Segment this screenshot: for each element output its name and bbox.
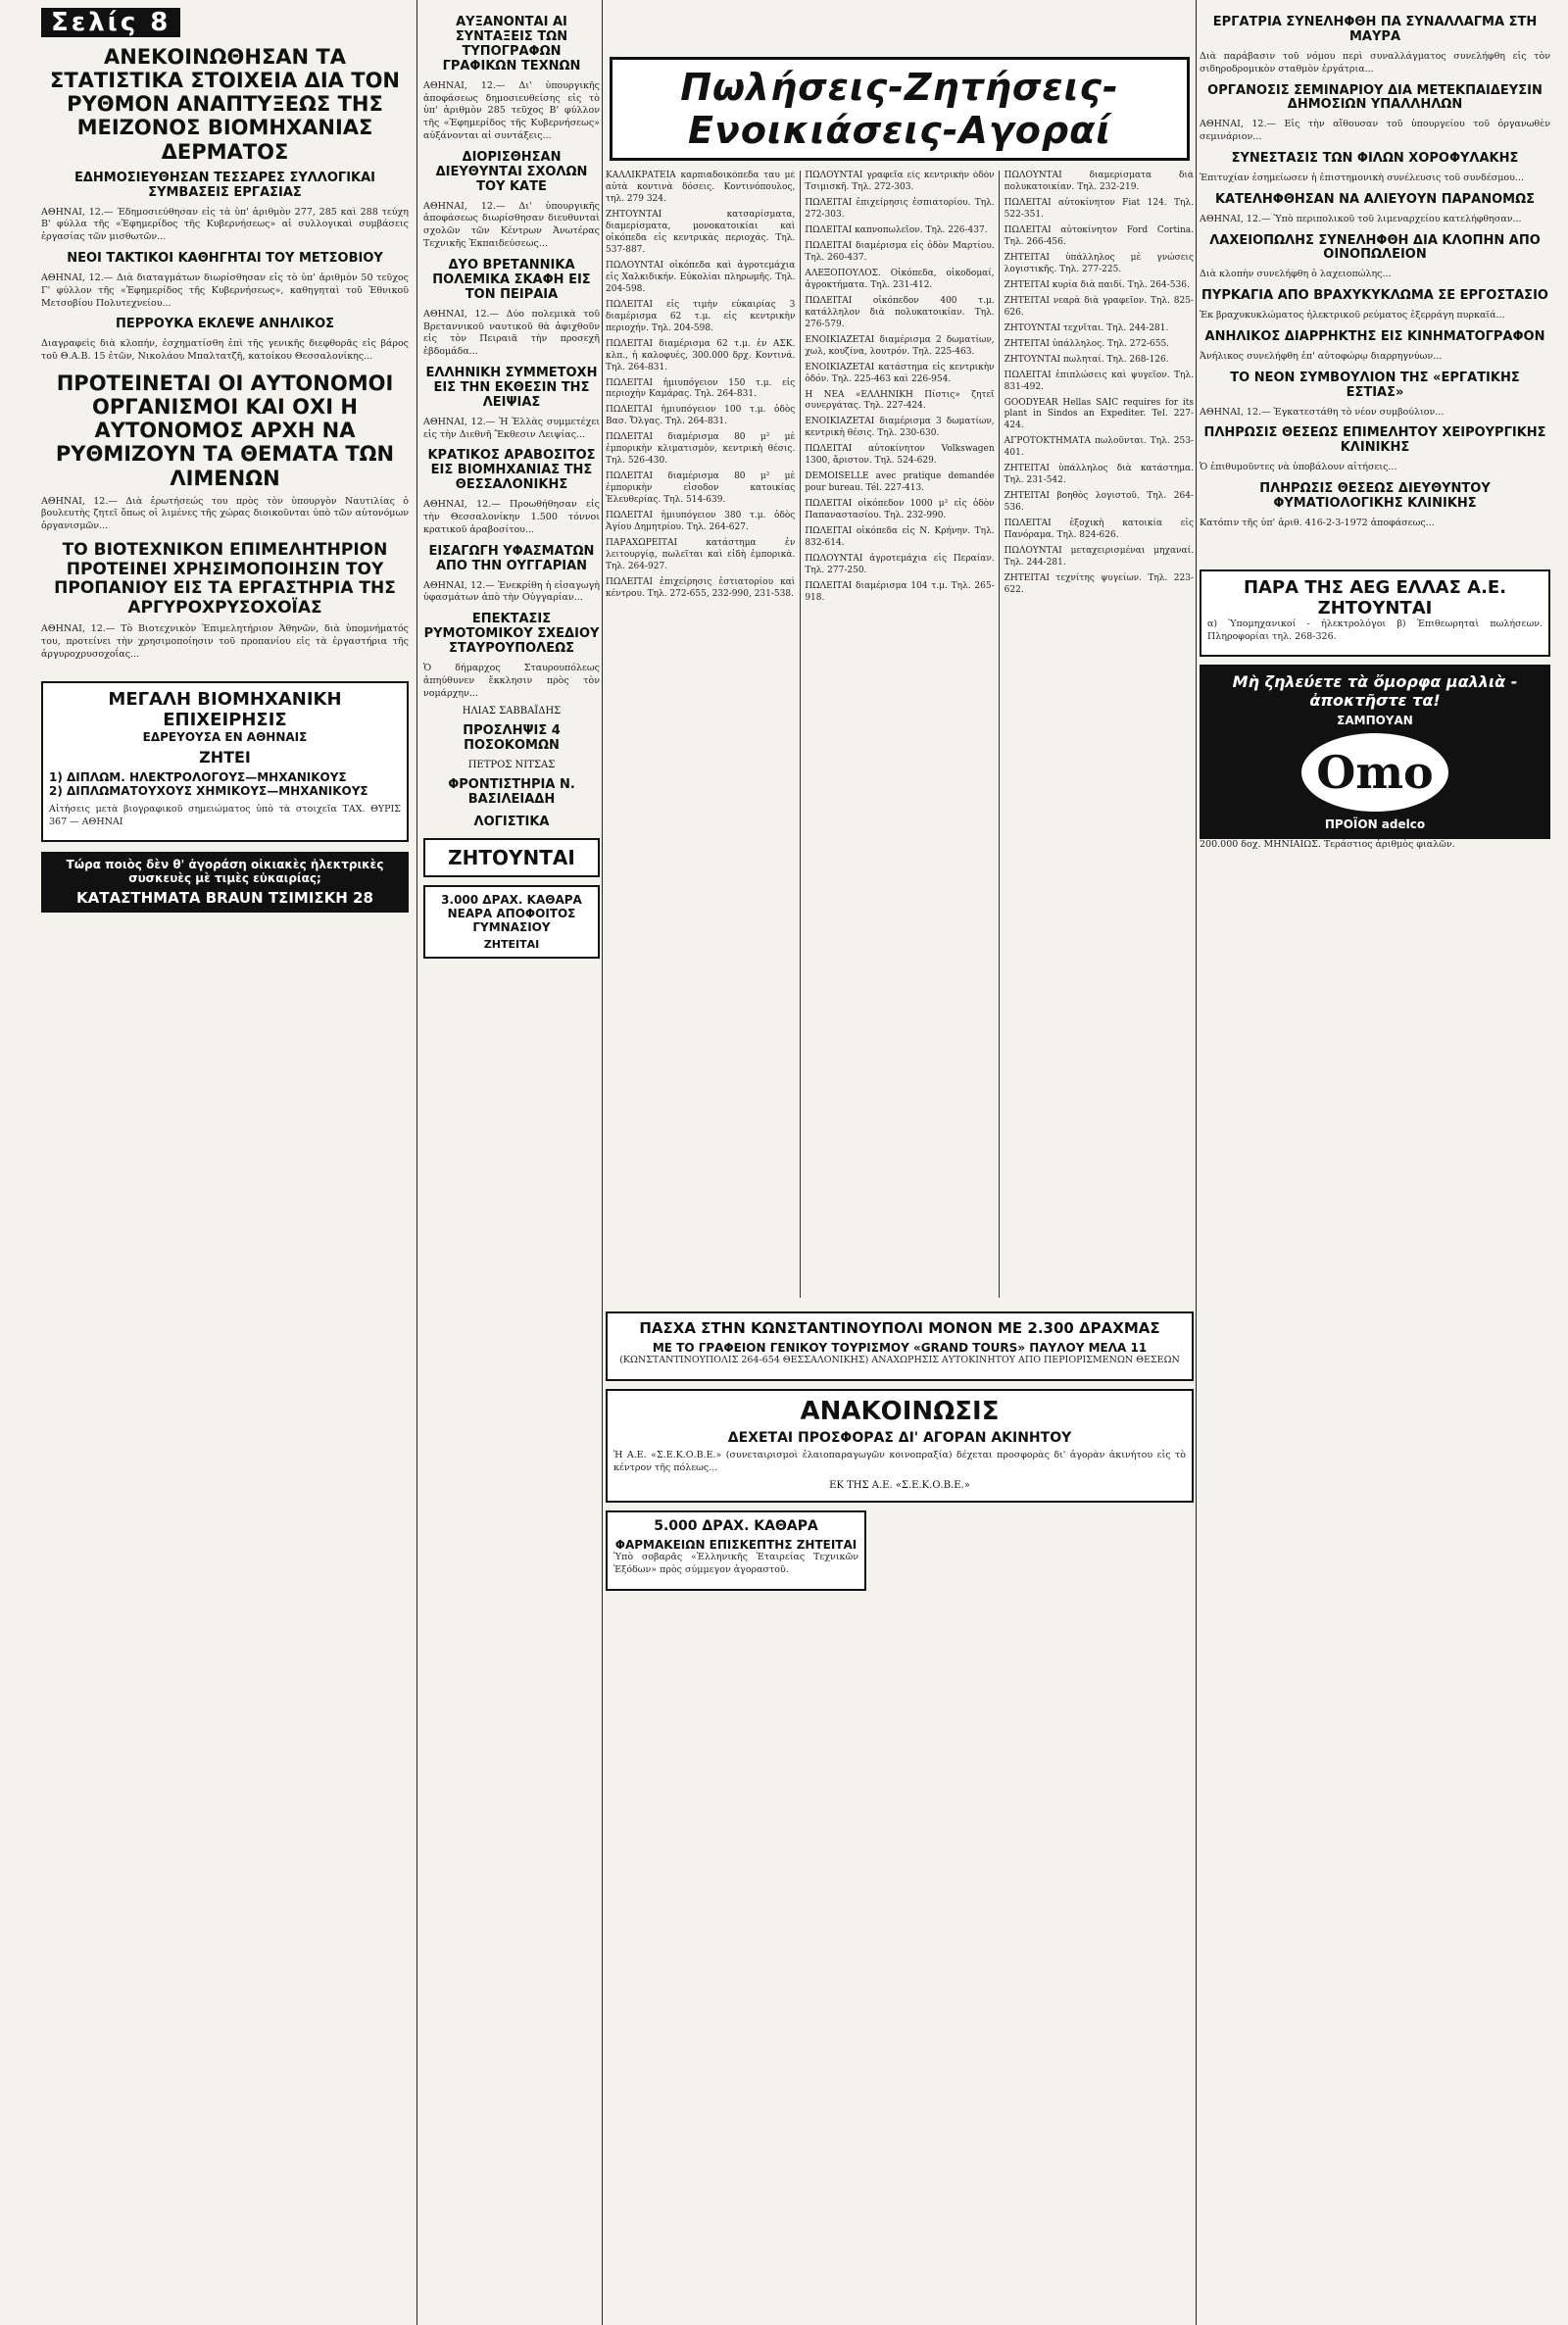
classified-item: ΠΩΛΕΙΤΑΙ ἐπιπλώσεις καὶ ψυγεῖον. Τηλ. 831-492. <box>1004 370 1194 392</box>
classified-item: ΠΩΛΕΙΤΑΙ διαμέρισμα 80 μ² μὲ ἐμπορικὴν κλιματισμὸν, κεντρικὴ θέσις. Τηλ. 526-430. <box>606 432 796 467</box>
article-body: ΑΘΗΝΑΙ, 12.— Τὸ Βιοτεχνικὸν Ἐπιμελητήριον Ἀθηνῶν, διὰ ὑπομνήματός του, προτείνει τὴν χρησιμοποίησιν τοῦ προπανίου εἰς τὰ ἐργαστήρια τῆς ἀργυροχρυσοχοΐας... <box>41 623 409 660</box>
omo-logo: Omo <box>1301 733 1448 812</box>
article-body: ΑΘΗΝΑΙ, 12.— Εἰς τὴν αἴθουσαν τοῦ ὑπουργείου τοῦ ὀργανωθὲν σεμινάριον... <box>1200 119 1550 143</box>
article-body: Κατόπιν τῆς ὑπ' ἀριθ. 416-2-3-1972 ἀποφάσεως... <box>1200 517 1435 528</box>
headline: ΕΛΛΗΝΙΚΗ ΣΥΜΜΕΤΟΧΗ ΕΙΣ ΤΗΝ ΕΚΘΕΣΙΝ ΤΗΣ ΛΕΙΨΙΑΣ <box>425 365 598 410</box>
classified-item: ΖΗΤΕΙΤΑΙ βοηθὸς λογιστοῦ. Τηλ. 264-536. <box>1004 491 1194 514</box>
headline: ΠΡΟΤΕΙΝΕΤΑΙ ΟΙ ΑΥΤΟΝΟΜΟΙ ΟΡΓΑΝΙΣΜΟΙ ΚΑΙ ΟΧΙ Η ΑΥΤΟΝΟΜΟΣ ΑΡΧΗ ΝΑ ΡΥΘΜΙΖΟΥΝ ΤΑ ΘΕΜΑΤΑ ΤΩΝ ΛΙΜΕΝΩΝ <box>55 371 395 490</box>
byline: ΠΕΤΡΟΣ ΝΙΤΣΑΣ <box>467 760 556 771</box>
column-2 <box>423 8 600 966</box>
ad-title: ΜΕΓΑΛΗ ΒΙΟΜΗΧΑΝΙΚΗ ΕΠΙΧΕΙΡΗΣΙΣ <box>108 688 342 730</box>
classified-item: ΖΗΤΕΙΤΑΙ ὑπάλληλος. Τηλ. 272-655. <box>1004 338 1170 349</box>
article-body: Διαγραφεὶς διὰ κλοπήν, ἐσχηματίσθη ἐπὶ τῆς γενικῆς διεφθορᾶς εἰς βάρος τοῦ Θ.Α.Β. 15 ἐτῶν, Νικολάου Μπαλτατζῆ, κατοίκου Θεσσαλονίκης... <box>41 338 409 363</box>
classified-item: ΠΩΛΕΙΤΑΙ διαμέρισμα 80 μ² μὲ ἐμπορικὴν εἰσοδον κατοικίας Ἐλευθερίας. Τηλ. 514-639. <box>606 471 796 506</box>
headline: ΑΥΞΑΝΟΝΤΑΙ ΑΙ ΣΥΝΤΑΞΕΙΣ ΤΩΝ ΤΥΠΟΓΡΑΦΩΝ ΓΡΑΦΙΚΩΝ ΤΕΧΝΩΝ <box>442 15 581 74</box>
classified-item: ΠΑΡΑΧΩΡΕΙΤΑΙ κατάστημα ἐν λειτουργίᾳ, πωλεῖται καὶ εἰδὴ ἐμπορικὰ. Τηλ. 264-927. <box>606 538 796 572</box>
subhead: ΝΕΟΙ ΤΑΚΤΙΚΟΙ ΚΑΘΗΓΗΤΑΙ ΤΟΥ ΜΕΤΣΟΒΙΟΥ <box>67 251 383 267</box>
headline: ΣΥΝΕΣΤΑΣΙΣ ΤΩΝ ΦΙΛΩΝ ΧΟΡΟΦΥΛΑΚΗΣ <box>1231 151 1519 166</box>
classifieds-list <box>606 171 1194 1298</box>
omo-maker: ΠΡΟΪΟΝ adelco <box>1324 817 1426 832</box>
classified-item: DEMOISELLE avec pratique demandée pour bureau. Tél. 227-413. <box>805 471 995 494</box>
classified-item: ΠΩΛΟΥΝΤΑΙ ἀγροτεμάχια εἰς Περαίαν. Τηλ. 277-250. <box>805 554 995 576</box>
pharmacy-ad <box>606 1510 866 1591</box>
classified-item: ΖΗΤΟΥΝΤΑΙ τεχνῖται. Τηλ. 244-281. <box>1004 322 1169 333</box>
byline: ΗΛΙΑΣ ΣΑΒΒΑΪΔΗΣ <box>462 706 562 717</box>
ad-body: Ὑπὸ σοβαρᾶς «Ἑλληνικῆς Ἐταιρείας Τεχνικῶν Ἐξόδων» πρὸς σύμμεγον ἀγοραστοῦ. <box>613 1552 858 1576</box>
ad-title: ΑΝΑΚΟΙΝΩΣΙΣ <box>800 1396 1000 1426</box>
headline: ΠΛΗΡΩΣΙΣ ΘΕΣΕΩΣ ΔΙΕΥΘΥΝΤΟΥ ΦΥΜΑΤΙΟΛΟΓΙΚΗΣ ΚΛΙΝΙΚΗΣ <box>1259 481 1491 511</box>
ad-body: Ἡ Α.Ε. «Σ.Ε.Κ.Ο.Β.Ε.» (συνεταιρισμοὶ ἐλαιοπαραγωγῶν κοινοπραξία) δέχεται προσφορὰς δι' ἀγορὰν ἀκινήτου εἰς τὸ κέντρον τῆς πόλεως... <box>613 1449 1186 1473</box>
article-body: ΑΘΗΝΑΙ, 12.— Ὑπὸ περιπολικοῦ τοῦ λιμεναρχείου κατελήφθησαν... <box>1200 213 1522 224</box>
graduate-ad <box>423 885 600 959</box>
ad-subtitle: ΜΕ ΤΟ ΓΡΑΦΕΙΟΝ ΓΕΝΙΚΟΥ ΤΟΥΡΙΣΜΟΥ «GRAND TOURS» ΠΑΥΛΟΥ ΜΕΛΑ 11 <box>652 1341 1148 1355</box>
headline: ΤΟ ΝΕΟΝ ΣΥΜΒΟΥΛΙΟΝ ΤΗΣ «ΕΡΓΑΤΙΚΗΣ ΕΣΤΙΑΣ» <box>1230 370 1520 400</box>
grand-tours-ad <box>606 1311 1194 1381</box>
ad-note: Αἰτήσεις μετὰ βιογραφικοῦ σημειώματος ὑπὸ τὰ στοιχεῖα ΤΑΧ. ΘΥΡΙΣ 367 — ΑΘΗΝΑΙ <box>49 803 401 827</box>
headline: ΛΟΓΙΣΤΙΚΑ <box>473 815 550 830</box>
ad-item: 1) ΔΙΠΛΩΜ. ΗΛΕΚΤΡΟΛΟΓΟΥΣ—ΜΗΧΑΝΙΚΟΥΣ <box>49 769 347 784</box>
ad-footer: 200.000 δοχ. ΜΗΝΙΑΙΩΣ. Τεράστιος ἀριθμὸς φιαλῶν. <box>1200 839 1455 851</box>
classified-item: ΕΝΟΙΚΙΑΖΕΤΑΙ κατάστημα εἰς κεντρικὴν ὁδόν. Τηλ. 225-463 καὶ 226-954. <box>805 362 995 384</box>
aeg-ad <box>1200 569 1550 658</box>
ad-note: (ΚΩΝΣΤΑΝΤΙΝΟΥΠΟΛΙΣ 264-654 ΘΕΣΣΑΛΟΝΙΚΗΣ) ΑΝΑΧΩΡΗΣΙΣ ΑΥΤΟΚΙΝΗΤΟΥ ΑΠΟ ΠΕΡΙΟΡΙΣΜΕΝΩΝ ΘΕΣΕΩΝ <box>619 1355 1180 1365</box>
classified-item: ΕΝΟΙΚΙΑΖΕΤΑΙ διαμέρισμα 3 δωματίων, κεντρικὴ θέσις. Τηλ. 230-630. <box>805 417 995 439</box>
article-body: ΑΘΗΝΑΙ, 12.— Ἡ Ἑλλὰς συμμετέχει εἰς τὴν Διεθνῆ Ἔκθεσιν Λειψίας... <box>423 416 600 440</box>
classified-item: ΠΩΛΕΙΤΑΙ ἐπιχείρησις ἐστιατορίου καὶ κέντρου. Τηλ. 272-655, 232-990, 231-538. <box>606 577 796 599</box>
ad-subtitle: ΦΑΡΜΑΚΕΙΩΝ ΕΠΙΣΚΕΠΤΗΣ ΖΗΤΕΙΤΑΙ <box>614 1538 858 1553</box>
article-body: ΑΘΗΝΑΙ, 12.— Δύο πολεμικὰ τοῦ Βρεταννικοῦ ναυτικοῦ θὰ ἀφιχθοῦν εἰς τὸν Πειραιᾶ τὴν προσεχῆ ἑβδομάδα... <box>423 308 600 358</box>
announcement-ad <box>606 1389 1194 1504</box>
article-body: Διὰ παράβασιν τοῦ νόμου περὶ συναλλάγματος συνελήφθη εἰς τὸν σιδηροδρομικὸν σταθμὸν ἐργάτρια... <box>1200 50 1550 74</box>
headline: ΔΥΟ ΒΡΕΤΑΝΝΙΚΑ ΠΟΛΕΜΙΚΑ ΣΚΑΦΗ ΕΙΣ ΤΟΝ ΠΕΙΡΑΙΑ <box>432 257 591 302</box>
article-body: ΑΘΗΝΑΙ, 12.— Διὰ ἐρωτήσεώς του πρὸς τὸν ὑπουργὸν Ναυτιλίας ὁ βουλευτὴς ζητεῖ ὅπως οἱ λιμένες τῆς χώρας διοικοῦνται ὑπὸ τῶν αὐτονόμων ὀργανισμῶν... <box>41 495 409 532</box>
subhead: ΕΔΗΜΟΣΙΕΥΘΗΣΑΝ ΤΕΣΣΑΡΕΣ ΣΥΛΛΟΓΙΚΑΙ ΣΥΜΒΑΣΕΙΣ ΕΡΓΑΣΙΑΣ <box>74 170 376 200</box>
article-body: Ὁ δήμαρχος Σταυρουπόλεως ἀπηύθυνεν ἔκκλησιν πρὸς τὸν νομάρχην... <box>423 662 600 699</box>
classified-item: GOODYEAR Hellas SAIC requires for its plant in Sindos an Expediter. Tel. 227-424. <box>1004 397 1194 431</box>
headline: ΛΑΧΕΙΟΠΩΛΗΣ ΣΥΝΕΛΗΦΘΗ ΔΙΑ ΚΛΟΠΗΝ ΑΠΟ ΟΙΝΟΠΩΛΕΙΟΝ <box>1209 232 1541 263</box>
classified-item: ΠΩΛΕΙΤΑΙ ἡμιυπόγειον 100 τ.μ. ὁδὸς Βασ. Ὄλγας. Τηλ. 264-831. <box>606 405 796 427</box>
article-body: ΑΘΗΝΑΙ, 12.— Έδημοσιεύθησαν εἰς τὰ ὑπ' ἀριθμὸν 277, 285 καὶ 288 τεύχη Β' φύλλα τῆς «Ἐφημερίδος τῆς Κυβερνήσεως» αἱ συλλογικαὶ συμβάσεις ἐργασίας τῶν μισθωτῶν... <box>41 206 409 243</box>
classified-item: ΠΩΛΕΙΤΑΙ ἡμιυπόγειον 380 τ.μ. ὁδὸς Ἁγίου Δημητρίου. Τηλ. 264-627. <box>606 511 796 533</box>
classified-item: ΠΩΛΟΥΝΤΑΙ διαμερίσματα διὰ πολυκατοικίαν. Τηλ. 232-219. <box>1004 171 1194 192</box>
article-body: Ἐκ βραχυκυκλώματος ἠλεκτρικοῦ ρεύματος ἐξερράγη πυρκαϊά... <box>1200 310 1505 322</box>
headline: ΕΙΣΑΓΩΓΗ ΥΦΑΣΜΑΤΩΝ ΑΠΟ ΤΗΝ ΟΥΓΓΑΡΙΑΝ <box>428 543 595 573</box>
article-body: ΑΘΗΝΑΙ, 12.— Ἐνεκρίθη ἡ εἰσαγωγὴ ὑφασμάτων ἀπὸ τὴν Οὐγγαρίαν... <box>423 579 600 604</box>
headline: ΟΡΓΑΝΟΣΙΣ ΣΕΜΙΝΑΡΙΟΥ ΔΙΑ ΜΕΤΕΚΠΑΙΔΕΥΣΙΝ ΔΗΜΟΣΙΩΝ ΥΠΑΛΛΗΛΩΝ <box>1207 82 1543 113</box>
lead-headline: ΑΝΕΚΟΙΝΩΘΗΣΑΝ ΤΑ ΣΤΑΤΙΣΤΙΚΑ ΣΤΟΙΧΕΙΑ ΔΙΑ ΤΟΝ ΡΥΘΜΟΝ ΑΝΑΠΤΥΞΕΩΣ ΤΗΣ ΜΕΙΖΟΝΟΣ ΒΙΟΜΗΧΑΝΙΑΣ ΔΕΡΜΑΤΟΣ <box>49 45 400 164</box>
headline: ΑΝΗΛΙΚΟΣ ΔΙΑΡΡΗΚΤΗΣ ΕΙΣ ΚΙΝΗΜΑΤΟΓΡΑΦΟΝ <box>1204 328 1545 344</box>
classified-item: ΠΩΛΟΥΝΤΑΙ γραφεῖα εἰς κεντρικὴν ὁδὸν Τσιμισκῆ. Τηλ. 272-303. <box>805 171 995 192</box>
ad-title: 3.000 ΔΡΑΧ. ΚΑΘΑΡΑ ΝΕΑΡΑ ΑΠΟΦΟΙΤΟΣ ΓΥΜΝΑΣΙΟΥ <box>441 893 582 935</box>
article-body: Ὁ ἐπιθυμοῦντες νὰ ὑποβάλουν αἰτήσεις... <box>1200 462 1397 473</box>
ad-title: ΠΑΡΑ ΤΗΣ AEG ΕΛΛΑΣ Α.Ε. ΖΗΤΟΥΝΤΑΙ <box>1243 576 1507 618</box>
ad-subtitle: ΔΕΧΕΤΑΙ ΠΡΟΣΦΟΡΑΣ ΔΙ' ΑΓΟΡΑΝ ΑΚΙΝΗΤΟΥ <box>727 1429 1072 1446</box>
page-masthead: Σελίς 8 <box>41 8 180 37</box>
classified-item: ΠΩΛΕΙΤΑΙ αὐτοκίνητον Ford Cortina. Τηλ. 266-456. <box>1004 224 1194 247</box>
classified-item: ΑΓΡΟΤΟΚΤΗΜΑΤΑ πωλοῦνται. Τηλ. 253-401. <box>1004 436 1194 459</box>
classified-item: ΖΗΤΟΥΝΤΑΙ πωληταί. Τηλ. 268-126. <box>1004 354 1169 365</box>
headline: ΠΥΡΚΑΓΙΑ ΑΠΟ ΒΡΑΧΥΚΥΚΛΩΜΑ ΣΕ ΕΡΓΟΣΤΑΣΙΟ <box>1201 288 1548 304</box>
headline: ΚΑΤΕΛΗΦΘΗΣΑΝ ΝΑ ΑΛΙΕΥΟΥΝ ΠΑΡΑΝΟΜΩΣ <box>1214 191 1536 207</box>
ad-subtitle: ΖΗΤΕΙΤΑΙ <box>483 938 540 952</box>
article-body: ΑΘΗΝΑΙ, 12.— Δι' ὑπουργικῆς ἀποφάσεως διωρίσθησαν διευθυνταὶ σχολῶν τῶν Κέντρων Ἀνωτέρας Τεχνικῆς Ἐκπαιδεύσεως... <box>423 200 600 250</box>
column-3 <box>606 8 1194 1599</box>
classified-item: ΠΩΛΕΙΤΑΙ αὐτοκίνητον Volkswagen 1300, ἄριστον. Τηλ. 524-629. <box>805 444 995 467</box>
headline: ΠΛΗΡΩΣΙΣ ΘΕΣΕΩΣ ΕΠΙΜΕΛΗΤΟΥ ΧΕΙΡΟΥΡΓΙΚΗΣ ΚΛΙΝΙΚΗΣ <box>1203 425 1546 456</box>
classified-item: ΖΗΤΕΙΤΑΙ κυρία διὰ παιδί. Τηλ. 264-536. <box>1004 279 1190 290</box>
ad-body: α) Ὑπομηχανικοί - ἠλεκτρολόγοι β) Ἐπιθεωρηταὶ πωλήσεων. Πληροφορίαι τηλ. 268-326. <box>1207 618 1543 642</box>
classified-item: ΑΛΕΞΟΠΟΥΛΟΣ. Οἰκόπεδα, οἰκοδομαί, ἀγροκτήματα. Τηλ. 231-412. <box>805 268 995 290</box>
article-body: Ἐπιτυχίαν ἐσημείωσεν ἡ ἐπιστημονικὴ συνέλευσις τοῦ συνδέσμου... <box>1200 172 1524 183</box>
classified-item: ΖΗΤΕΙΤΑΙ ὑπάλληλος μὲ γνώσεις λογιστικῆς. Τηλ. 277-225. <box>1004 252 1194 274</box>
article-body: Διὰ κλοπὴν συνελήφθη ὁ λαχειοπώλης... <box>1200 269 1392 280</box>
column-4 <box>1200 8 1550 858</box>
zitountai-ad <box>423 838 600 877</box>
classified-item: ΠΩΛΕΙΤΑΙ διαμέρισμα εἰς ὁδὸν Μαρτίου. Τηλ. 260-437. <box>805 240 995 263</box>
ad-zitei: ΖΗΤΕΙ <box>199 747 251 767</box>
classified-item: ΠΩΛΕΙΤΑΙ οἰκόπεδον 1000 μ² εἰς ὁδὸν Παπαναστασίου. Τηλ. 232-990. <box>805 499 995 521</box>
classified-item: ΕΝΟΙΚΙΑΖΕΤΑΙ διαμέρισμα 2 δωματίων, χωλ, κουζίνα, λουτρόν. Τηλ. 225-463. <box>805 334 995 357</box>
column-1 <box>41 8 409 913</box>
classifieds-banner: Πωλήσεις-Ζητήσεις-Ενοικιάσεις-Αγοραί <box>610 57 1190 161</box>
classified-item: ΖΗΤΟΥΝΤΑΙ κατσαρίσματα, διαμερίσματα, μονοκατοικίαι καὶ οἰκόπεδα εἰς κεντρικὰς περιοχάς. Τηλ. 537-887. <box>606 209 796 255</box>
headline: ΕΠΕΚΤΑΣΙΣ ΡΥΜΟΤΟΜΙΚΟΥ ΣΧΕΔΙΟΥ ΣΤΑΥΡΟΥΠΟΛΕΩΣ <box>423 612 600 656</box>
ad-item: 2) ΔΙΠΛΩΜΑΤΟΥΧΟΥΣ ΧΗΜΙΚΟΥΣ—ΜΗΧΑΝΙΚΟΥΣ <box>49 783 368 798</box>
classified-item: ΠΩΛΟΥΝΤΑΙ μεταχειρισμέναι μηχαναί. Τηλ. 244-281. <box>1004 546 1194 569</box>
braun-ad-line: Τώρα ποιὸς δὲν θ' ἀγοράση οἰκιακὲς ἠλεκτρικὲς συσκευὲς μὲ τιμὲς εὐκαιρίας; <box>66 858 384 886</box>
ad-title: ΠΑΣΧΑ ΣΤΗΝ ΚΩΝΣΤΑΝΤΙΝΟΥΠΟΛΙ ΜΟΝΟΝ ΜΕ 2.300 ΔΡΑΧΜΑΣ <box>639 1319 1160 1337</box>
article-body: ΑΘΗΝΑΙ, 12.— Προωθήθησαν εἰς τὴν Θεσσαλονίκην 1.500 τόννοι κρατικοῦ ἀραβοσίτου... <box>423 499 600 535</box>
ad-signature: ΕΚ ΤΗΣ Α.Ε. «Σ.Ε.Κ.Ο.Β.Ε.» <box>829 1480 970 1492</box>
headline: ΕΡΓΑΤΡΙΑ ΣΥΝΕΛΗΦΘΗ ΠΑ ΣΥΝΑΛΛΑΓΜΑ ΣΤΗ ΜΑΥΡΑ <box>1212 15 1538 44</box>
headline: ΤΟ ΒΙΟΤΕΧΝΙΚΟΝ ΕΠΙΜΕΛΗΤΗΡΙΟΝ ΠΡΟΤΕΙΝΕΙ ΧΡΗΣΙΜΟΠΟΙΗΣΙΝ ΤΟΥ ΠΡΟΠΑΝΙΟΥ ΕΙΣ ΤΑ ΕΡΓΑΣΤΗΡΙΑ ΤΗΣ ΑΡΓΥΡΟΧΡΥΣΟΧΟΪΑΣ <box>54 540 396 618</box>
omo-brand: ΣΑΜΠΟΥΑΝ <box>1337 714 1413 728</box>
job-ad-box <box>41 681 409 843</box>
article-body: ΑΘΗΝΑΙ, 12.— Δι' ὑπουργικῆς ἀποφάσεως δημοσιευθείσης εἰς τὸ ὑπ' ἀριθμὸν 285 τεῦχος Β' φύλλον τῆς «Ἐφημερίδος τῆς Κυβερνήσεως» αὐξάνονται αἱ συντάξεις... <box>423 79 600 141</box>
classified-item: ΖΗΤΕΙΤΑΙ νεαρὰ διὰ γραφεῖον. Τηλ. 825-626. <box>1004 295 1194 318</box>
braun-ad <box>41 852 409 913</box>
ad-subtitle: ΕΔΡΕΥΟΥΣΑ ΕΝ ΑΘΗΝΑΙΣ <box>142 729 308 744</box>
classified-item: ΠΩΛΕΙΤΑΙ οἰκόπεδα εἰς Ν. Κρήνην. Τηλ. 832-614. <box>805 526 995 549</box>
classified-item: ΖΗΤΕΙΤΑΙ ὑπάλληλος διὰ κατάστημα. Τηλ. 231-542. <box>1004 464 1194 486</box>
article-body: ΑΘΗΝΑΙ, 12.— Διὰ διαταγμάτων διωρίσθησαν εἰς τὸ ὑπ' ἀριθμὸν 50 τεῦχος Γ' φύλλον τῆς «Ἐφημερίδος τῆς Κυβερνήσεως», καθηγηταὶ τοῦ Ἐθνικοῦ Μετσοβίου Πολυτεχνείου... <box>41 272 409 309</box>
ad-title: 5.000 ΔΡΑΧ. ΚΑΘΑΡΑ <box>654 1518 818 1535</box>
headline: ΔΙΟΡΙΣΘΗΣΑΝ ΔΙΕΥΘΥΝΤΑΙ ΣΧΟΛΩΝ ΤΟΥ ΚΑΤΕ <box>435 149 588 194</box>
article-body: Ἀνήλικος συνελήφθη ἐπ' αὐτοφώρῳ διαρρηγνύων... <box>1200 350 1443 362</box>
ad-title: ΖΗΤΟΥΝΤΑΙ <box>448 846 575 870</box>
classified-item: ΠΩΛΕΙΤΑΙ αὐτοκίνητον Fiat 124. Τηλ. 522-351. <box>1004 197 1194 220</box>
article-body: ΑΘΗΝΑΙ, 12.— Ἐγκατεστάθη τὸ νέον συμβούλιον... <box>1200 406 1445 418</box>
omo-ad <box>1200 665 1550 839</box>
headline: ΚΡΑΤΙΚΟΣ ΑΡΑΒΟΣΙΤΟΣ ΕΙΣ ΒΙΟΜΗΧΑΝΙΑΣ ΤΗΣ ΘΕΣΣΑΛΟΝΙΚΗΣ <box>427 448 596 493</box>
subhead: ΠΕΡΡΟΥΚΑ ΕΚΛΕΨΕ ΑΝΗΛΙΚΟΣ <box>115 317 334 332</box>
headline: ΠΡΟΣΛΗΨΙΣ 4 ΠΟΣΟΚΟΜΩΝ <box>463 723 561 754</box>
braun-ad-brand: ΚΑΤΑΣΤΗΜΑΤΑ BRAUN ΤΣΙΜΙΣΚΗ 28 <box>76 889 373 908</box>
classified-item: ΠΩΛΕΙΤΑΙ ἐπιχείρησις ἐσπιατορίου. Τηλ. 272-303. <box>805 197 995 220</box>
omo-tagline: Μὴ ζηλεύετε τὰ ὄμορφα μαλλιὰ - ἀποκτῆστε τα! <box>1232 672 1518 711</box>
classified-item: ΠΩΛΕΙΤΑΙ διαμέρισμα 104 τ.μ. Τηλ. 265-918. <box>805 581 995 604</box>
classified-item: ΚΑΛΛΙΚΡΑΤΕΙΑ καρπιαδοικόπεδα ταυ μὲ αὐτὰ κοντινὰ δόσεις. Κοντινόπουλος, τηλ. 279 324. <box>606 171 796 204</box>
classified-item: ΠΩΛΕΙΤΑΙ καπνοπωλεῖον. Τηλ. 226-437. <box>805 224 988 235</box>
classified-item: ΠΩΛΕΙΤΑΙ οἰκόπεδον 400 τ.μ. κατάλληλον διὰ πολυκατοικίαν. Τηλ. 276-579. <box>805 295 995 329</box>
classified-item: Η ΝΕΑ «ΕΛΛΗΝΙΚΗ Πίστις» ζητεῖ συνεργάτας. Τηλ. 227-424. <box>805 389 995 412</box>
classified-item: ΠΩΛΕΙΤΑΙ ἐξοχικὴ κατοικία εἰς Πανόραμα. Τηλ. 824-626. <box>1004 519 1194 541</box>
classified-item: ΠΩΛΟΥΝΤΑΙ οἰκόπεδα καὶ ἀγροτεμάχια εἰς Χαλκιδικήν. Εὐκολίαι πληρωμῆς. Τηλ. 204-598. <box>606 260 796 294</box>
classified-item: ΠΩΛΕΙΤΑΙ ἡμιυπόγειον 150 τ.μ. εἰς περιοχὴν Καμάρας. Τηλ. 264-831. <box>606 377 796 400</box>
classified-item: ΠΩΛΕΙΤΑΙ εἰς τιμὴν εὐκαιρίας 3 διαμέρισμα 62 τ.μ. εἰς κεντρικὴν περιοχήν. Τηλ. 204-598. <box>606 299 796 333</box>
classified-item: ΖΗΤΕΙΤΑΙ τεχνίτης ψυγείων. Τηλ. 223-622. <box>1004 573 1194 596</box>
headline: ΦΡΟΝΤΙΣΤΗΡΙΑ Ν. ΒΑΣΙΛΕΙΑΔΗ <box>448 777 575 808</box>
classified-item: ΠΩΛΕΙΤΑΙ διαμέρισμα 62 τ.μ. ἐν ΑΣΚ. κλπ., ἡ καλοφυὲς, 300.000 δρχ. Κοντινά. Τηλ. 264-831. <box>606 338 796 372</box>
